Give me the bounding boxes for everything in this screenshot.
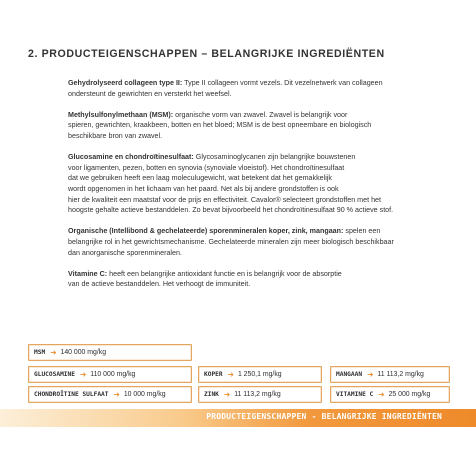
section-heading: 2. PRODUCTEIGENSCHAPPEN – BELANGRIJKE INGREDIËNTEN (28, 48, 385, 60)
arrow-right-icon: ➔ (367, 370, 374, 379)
term-minerals: Organische (Intellibond & gechelateerde) sporenmineralen koper, zink, mangaan: (68, 227, 344, 236)
text-line: dan anorganische sporenmineralen. (68, 248, 182, 257)
text-line: organische vorm van zwavel. Zwavel is belangrijk voor (173, 110, 348, 119)
term-vitamin-c: Vitamine C: (68, 269, 108, 278)
ingredient-label: VITAMINE C (336, 391, 374, 398)
ingredient-value: 1 250,1 mg/kg (237, 371, 282, 378)
text-line: heeft een belangrijke antioxidant functie en is belangrijk voor de absorptie (107, 269, 342, 278)
arrow-right-icon: ➔ (227, 370, 234, 379)
ingredient-card-chondroitine (28, 386, 192, 403)
arrow-right-icon: ➔ (378, 390, 385, 399)
ingredient-value: 11 113,2 mg/kg (234, 391, 281, 398)
ingredient-card-glucosamine (28, 366, 192, 383)
ingredient-label: KOPER (204, 371, 223, 378)
paragraph-msm (68, 110, 440, 142)
text-line: hier de kwaliteit een maatstaf voor de prijs en effectiviteit. Cavalor® selecteert grondstoffen met het (68, 195, 381, 204)
text-line: wordt opgenomen in het lichaam van het paard. Net als bij andere grondstoffen is ook (68, 184, 339, 193)
term-collagen: Gehydrolyseerd collageen type II: (68, 79, 183, 87)
text-line: van de actieve bestanddelen. Het verhoogt de immuniteit. (68, 280, 251, 289)
arrow-right-icon: ➔ (79, 370, 87, 379)
text-line: hoogste gehalte actieve bestanddelen. Zo bevat bijvoorbeeld het chondroïtinesulfaat 90 % actieve stof. (68, 206, 394, 215)
arrow-right-icon: ➔ (223, 390, 231, 399)
ingredient-label: MANGAAN (336, 371, 363, 378)
ingredient-card-koper (198, 366, 322, 383)
ingredient-value: 140 000 mg/kg (60, 349, 107, 356)
ingredient-label: CHONDROÏTINE SULFAAT (34, 391, 109, 398)
ingredient-card-msm (28, 344, 192, 361)
text-line: dat we gebruiken heeft een laag moleculugewicht, wat betekent dat het gemakkelijk (68, 174, 332, 183)
paragraph-collagen (68, 78, 440, 99)
text-line: voor ligamenten, pezen, botten en synovia (synoviale vloeistof). Het chondroïtinesulfaat (68, 163, 345, 172)
text-line: spelen een (343, 227, 381, 236)
ingredient-value: 10 000 mg/kg (123, 391, 166, 398)
text-line: belangrijke rol in het gewrichtsmechanisme. Gechelateerde mineralen zijn meer biologisch beschikbaar (68, 237, 394, 246)
paragraph-minerals (68, 226, 440, 258)
ingredient-value: 25 000 mg/kg (388, 391, 431, 398)
text-line: ondersteunt de gewrichten en versterkt het weefsel. (68, 89, 232, 98)
paragraph-glucosamine (68, 152, 440, 216)
term-glucosamine: Glucosamine en chondroïtinesulfaat: (68, 153, 194, 162)
ingredient-value: 110 000 mg/kg (90, 371, 136, 378)
paragraph-vitamin-c (68, 269, 440, 290)
arrow-right-icon: ➔ (50, 348, 57, 357)
text-line: Glycosaminoglycanen zijn belangrijke bouwstenen (193, 153, 356, 162)
ingredient-label: GLUCOSAMINE (34, 371, 75, 378)
ingredient-label: MSM (34, 349, 46, 356)
ingredient-value: 11 113,2 mg/kg (377, 371, 424, 378)
ingredient-descriptions (68, 78, 440, 300)
text-line: beschikbare bron van zwavel. (68, 131, 163, 140)
ingredient-label: ZINK (204, 391, 219, 398)
ingredient-card-vitamine-c (330, 386, 450, 403)
text-line: spieren, gewrichten, kraakbeen, botten en het bloed; MSM is de best opneembare en biologisch (68, 121, 372, 130)
term-msm: Methylsulfonylmethaan (MSM): (68, 110, 174, 119)
arrow-right-icon: ➔ (113, 390, 120, 399)
ingredient-card-mangaan (330, 366, 450, 383)
footer-label: PRODUCTEIGENSCHAPPEN - BELANGRIJKE INGREDIËNTEN (206, 412, 442, 421)
text-line: Type II collageen vormt vezels. Dit vezelnetwerk van collageen (182, 79, 383, 87)
ingredient-card-zink (198, 386, 322, 403)
